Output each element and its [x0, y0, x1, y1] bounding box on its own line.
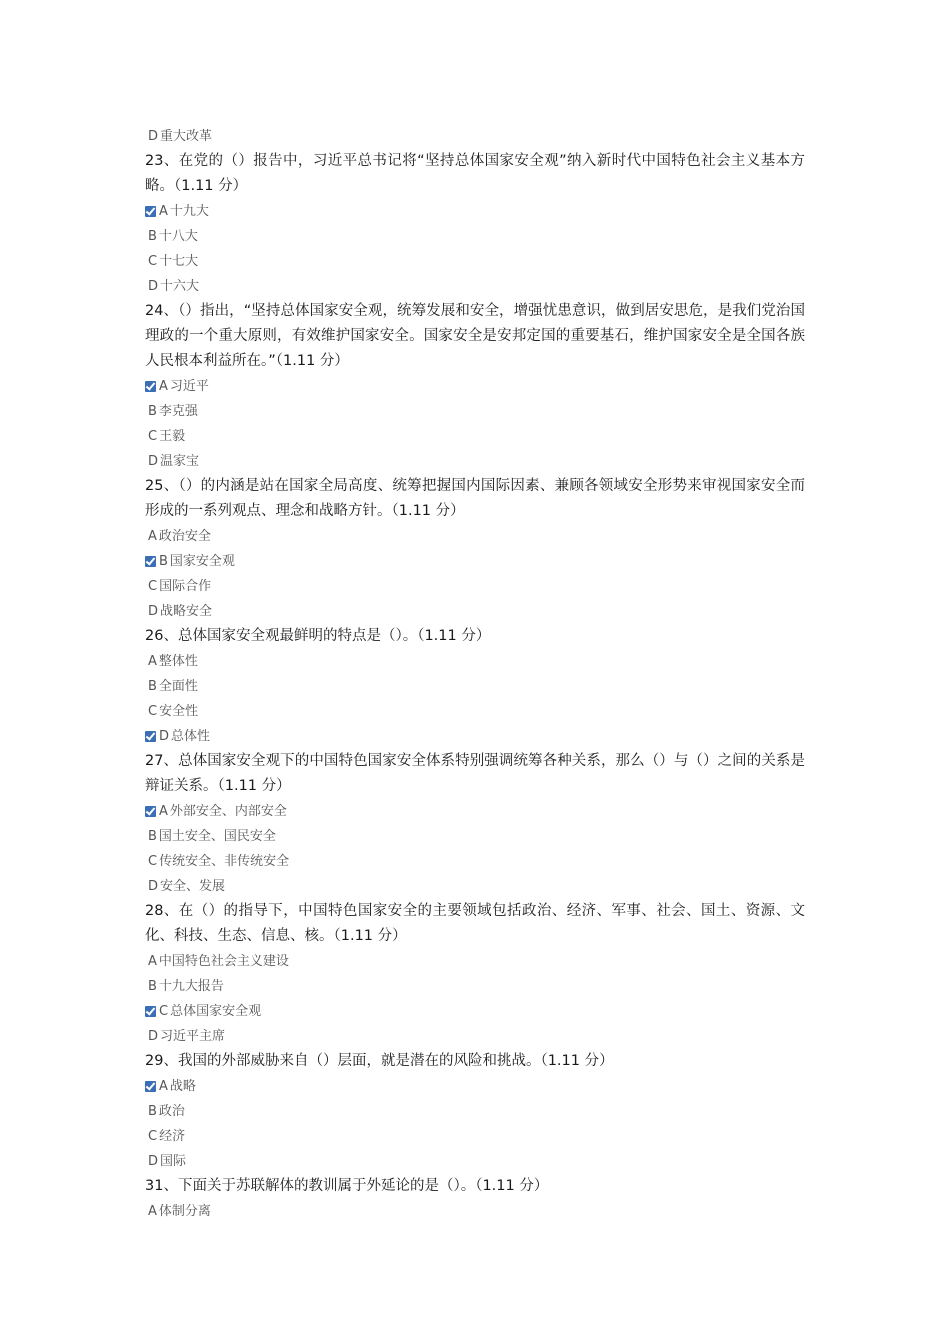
- question-text: 23、在党的（）报告中，习近平总书记将“坚持总体国家安全观”纳入新时代中国特色社会主义基本方略。（1.11 分）: [145, 153, 805, 194]
- checkmark-icon: [145, 206, 156, 217]
- option-letter: B: [148, 979, 157, 994]
- checkmark-icon: [145, 1006, 156, 1017]
- answer-option[interactable]: [145, 399, 805, 424]
- option-text: 中国特色社会主义建设: [158, 954, 289, 969]
- option-letter: B: [148, 1104, 157, 1119]
- option-text: 安全、发展: [160, 879, 226, 894]
- option-text: 十六大: [160, 279, 200, 294]
- checkmark-icon: [145, 381, 156, 392]
- answer-option[interactable]: [145, 1074, 805, 1099]
- answer-option[interactable]: [145, 449, 805, 474]
- option-letter: B: [148, 679, 157, 694]
- option-text: 国土安全、国民安全: [158, 829, 276, 844]
- answer-option[interactable]: [145, 224, 805, 249]
- answer-option[interactable]: [145, 824, 805, 849]
- answer-option[interactable]: [145, 1124, 805, 1149]
- option-text: 十七大: [159, 254, 199, 269]
- answer-option[interactable]: [145, 799, 805, 824]
- option-text: 传统安全、非传统安全: [159, 854, 290, 869]
- question-text: 25、（）的内涵是站在国家全局高度、统筹把握国内国际因素、兼顾各领域安全形势来审视国家安全而形成的一系列观点、理念和战略方针。（1.11 分）: [145, 478, 805, 519]
- answer-option[interactable]: [145, 1099, 805, 1124]
- question-text: 31、下面关于苏联解体的教训属于外延论的是（）。（1.11 分）: [145, 1178, 549, 1194]
- answer-option[interactable]: [145, 1199, 805, 1224]
- option-text: 全面性: [158, 679, 198, 694]
- answer-option[interactable]: [145, 374, 805, 399]
- answer-option[interactable]: [145, 874, 805, 899]
- option-letter: C: [148, 854, 158, 869]
- option-text: 习近平主席: [160, 1029, 226, 1044]
- checkmark-icon: [145, 806, 156, 817]
- answer-option[interactable]: [145, 699, 805, 724]
- option-letter: A: [159, 379, 168, 394]
- answer-option[interactable]: [145, 524, 805, 549]
- question-text: 24、（）指出，“坚持总体国家安全观，统筹发展和安全，增强忧患意识，做到居安思危，是我们党治国理政的一个重大原则，有效维护国家安全。国家安全是安邦定国的重要基石，维护国家安全是全国各族人民根本利益所在。”（1.11 分）: [145, 303, 805, 369]
- option-letter: B: [148, 404, 157, 419]
- option-text: 李克强: [158, 404, 198, 419]
- answer-option[interactable]: [145, 649, 805, 674]
- answer-option[interactable]: [145, 974, 805, 999]
- option-text: 经济: [159, 1129, 186, 1144]
- quiz-document: [145, 124, 805, 1224]
- option-letter: D: [148, 454, 159, 469]
- checkmark-icon: [145, 1081, 156, 1092]
- option-text: 国家安全观: [169, 554, 235, 569]
- answer-option[interactable]: [145, 1024, 805, 1049]
- answer-option[interactable]: [145, 124, 805, 149]
- option-text: 十九大报告: [158, 979, 224, 994]
- question-text: 29、我国的外部威胁来自（）层面，就是潜在的风险和挑战。（1.11 分）: [145, 1053, 614, 1069]
- answer-option[interactable]: [145, 724, 805, 749]
- option-letter: B: [159, 554, 168, 569]
- option-letter: D: [148, 129, 159, 144]
- option-text: 王毅: [159, 429, 186, 444]
- option-letter: C: [148, 254, 158, 269]
- option-letter: A: [148, 954, 157, 969]
- answer-option[interactable]: [145, 849, 805, 874]
- answer-option[interactable]: [145, 424, 805, 449]
- option-letter: A: [148, 1204, 157, 1219]
- option-letter: D: [148, 1154, 159, 1169]
- answer-option[interactable]: [145, 199, 805, 224]
- option-letter: C: [159, 1004, 169, 1019]
- option-text: 十九大: [169, 204, 209, 219]
- option-text: 安全性: [159, 704, 199, 719]
- answer-option[interactable]: [145, 674, 805, 699]
- option-text: 战略: [169, 1079, 196, 1094]
- option-letter: C: [148, 429, 158, 444]
- option-text: 国际: [160, 1154, 187, 1169]
- checkmark-icon: [145, 731, 156, 742]
- option-text: 战略安全: [160, 604, 213, 619]
- option-letter: C: [148, 579, 158, 594]
- option-text: 十八大: [158, 229, 198, 244]
- checkmark-icon: [145, 556, 156, 567]
- answer-option[interactable]: [145, 574, 805, 599]
- option-letter: B: [148, 229, 157, 244]
- option-text: 总体性: [171, 729, 211, 744]
- option-letter: A: [159, 204, 168, 219]
- option-text: 重大改革: [160, 129, 213, 144]
- option-letter: A: [148, 654, 157, 669]
- option-letter: D: [148, 879, 159, 894]
- option-letter: D: [148, 279, 159, 294]
- question-text: 26、总体国家安全观最鲜明的特点是（）。（1.11 分）: [145, 628, 491, 644]
- answer-option[interactable]: [145, 549, 805, 574]
- question-text: 27、总体国家安全观下的中国特色国家安全体系特别强调统筹各种关系，那么（）与（）之间的关系是辩证关系。（1.11 分）: [145, 753, 805, 794]
- answer-option[interactable]: [145, 999, 805, 1024]
- answer-option[interactable]: [145, 599, 805, 624]
- option-letter: C: [148, 704, 158, 719]
- option-text: 温家宝: [160, 454, 200, 469]
- option-letter: C: [148, 1129, 158, 1144]
- option-letter: D: [148, 1029, 159, 1044]
- option-letter: B: [148, 829, 157, 844]
- option-letter: D: [159, 729, 170, 744]
- question-text: 28、在（）的指导下，中国特色国家安全的主要领域包括政治、经济、军事、社会、国土、资源、文化、科技、生态、信息、核。（1.11 分）: [145, 903, 805, 944]
- answer-option[interactable]: [145, 274, 805, 299]
- option-letter: D: [148, 604, 159, 619]
- option-text: 政治安全: [158, 529, 211, 544]
- option-text: 总体国家安全观: [170, 1004, 262, 1019]
- option-text: 外部安全、内部安全: [169, 804, 287, 819]
- option-text: 整体性: [158, 654, 198, 669]
- option-letter: A: [159, 804, 168, 819]
- option-text: 习近平: [169, 379, 209, 394]
- option-text: 政治: [158, 1104, 185, 1119]
- answer-option[interactable]: [145, 949, 805, 974]
- option-text: 体制分离: [158, 1204, 211, 1219]
- option-text: 国际合作: [159, 579, 212, 594]
- answer-option[interactable]: [145, 1149, 805, 1174]
- answer-option[interactable]: [145, 249, 805, 274]
- option-letter: A: [159, 1079, 168, 1094]
- option-letter: A: [148, 529, 157, 544]
